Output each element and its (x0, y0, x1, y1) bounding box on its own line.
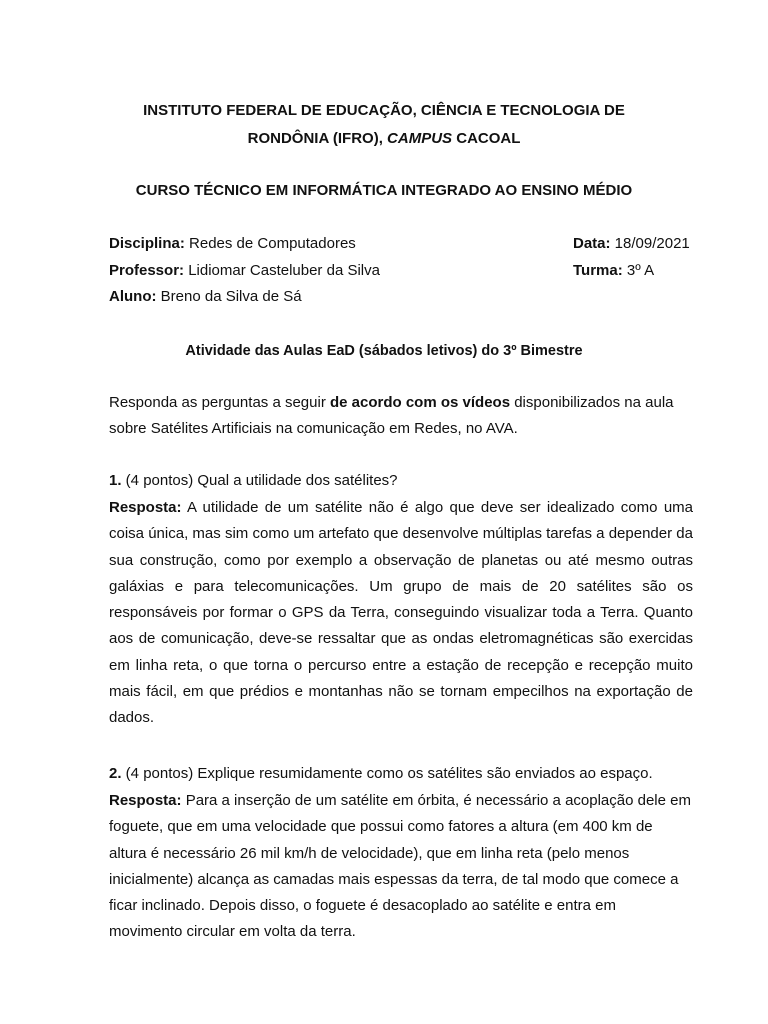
course-title: CURSO TÉCNICO EM INFORMÁTICA INTEGRADO AO ENSINO MÉDIO (135, 182, 633, 199)
instructions-emphasis: de acordo com os vídeos (329, 394, 511, 411)
date-value: 18/09/2021 (610, 235, 690, 252)
professor-value: Lidiomar Casteluber da Silva (184, 262, 380, 279)
student-row (109, 288, 302, 305)
answer-1-label: Resposta: (109, 499, 182, 516)
question-2-number: 2. (109, 765, 122, 782)
question-1-text: (4 pontos) Qual a utilidade dos satélites? (121, 472, 398, 489)
question-2 (109, 765, 653, 782)
question-2-text: (4 pontos) Explique resumidamente como os satélites são enviados ao espaço. (121, 765, 653, 782)
institution-title: INSTITUTO FEDERAL DE EDUCAÇÃO, CIÊNCIA E TECNOLOGIA DE (143, 102, 625, 119)
class-label: Turma: (573, 262, 623, 279)
date-row (573, 235, 690, 252)
discipline-row (109, 235, 356, 252)
instructions-paragraph (109, 390, 693, 443)
class-value: 3º A (622, 262, 655, 279)
institution-name: RONDÔNIA (IFRO), (247, 130, 388, 147)
discipline-value: Redes de Computadores (184, 235, 356, 252)
answer-2-label: Resposta: (109, 792, 182, 809)
answer-2 (109, 788, 693, 946)
student-label: Aluno: (109, 288, 157, 305)
student-value: Breno da Silva de Sá (156, 288, 302, 305)
answer-1-text: A utilidade de um satélite não é algo que deve ser idealizado como uma coisa única, mas sim como um artefato que desenvolve múltiplas tarefas a depender da sua construção, como por exemplo a observação de planetas ou até mesmo outras galáxias e para telecomunicações. Um grupo de mais de 20 satélites são os responsáveis por formar o GPS da Terra, conseguindo visualizar toda a Terra. Quanto aos de comunicação, deve-se ressaltar que as ondas eletromagnéticas são exercidas em linha reta, o que torna o percurso entre a estação de recepção e recepção muito mais fácil, em que prédios e montanhas não se tornam empecilhos na exportação de dados. (109, 499, 693, 727)
campus-word: CAMPUS (387, 130, 453, 147)
discipline-label: Disciplina: (109, 235, 185, 252)
instructions-before: Responda as perguntas a seguir (109, 394, 330, 411)
date-label: Data: (573, 235, 611, 252)
institution-subtitle (0, 130, 768, 147)
instructions-after: disponibilizados na aula sobre Satélites Artificiais na comunicação em Redes, no AVA. (109, 394, 674, 438)
question-1 (109, 472, 398, 489)
campus-city: CACOAL (452, 130, 521, 147)
activity-title: Atividade das Aulas EaD (sábados letivos) do 3º Bimestre (185, 343, 583, 359)
class-row (573, 262, 654, 279)
professor-row (109, 262, 380, 279)
professor-label: Professor: (109, 262, 185, 279)
answer-2-text: Para a inserção de um satélite em órbita, é necessário a acoplação dele em foguete, que em uma velocidade que possui como fatores a altura (em 400 km de altura é necessário 26 mil km/h de velocidade), que em linha reta (pelo menos inicialmente) alcança as camadas mais espessas da terra, de tal modo que comece a ficar inclinado. Depois disso, o foguete é desacoplado ao satélite e entra em movimento circular em volta da terra. (109, 792, 691, 941)
answer-1 (109, 495, 693, 732)
question-1-number: 1. (109, 472, 122, 489)
